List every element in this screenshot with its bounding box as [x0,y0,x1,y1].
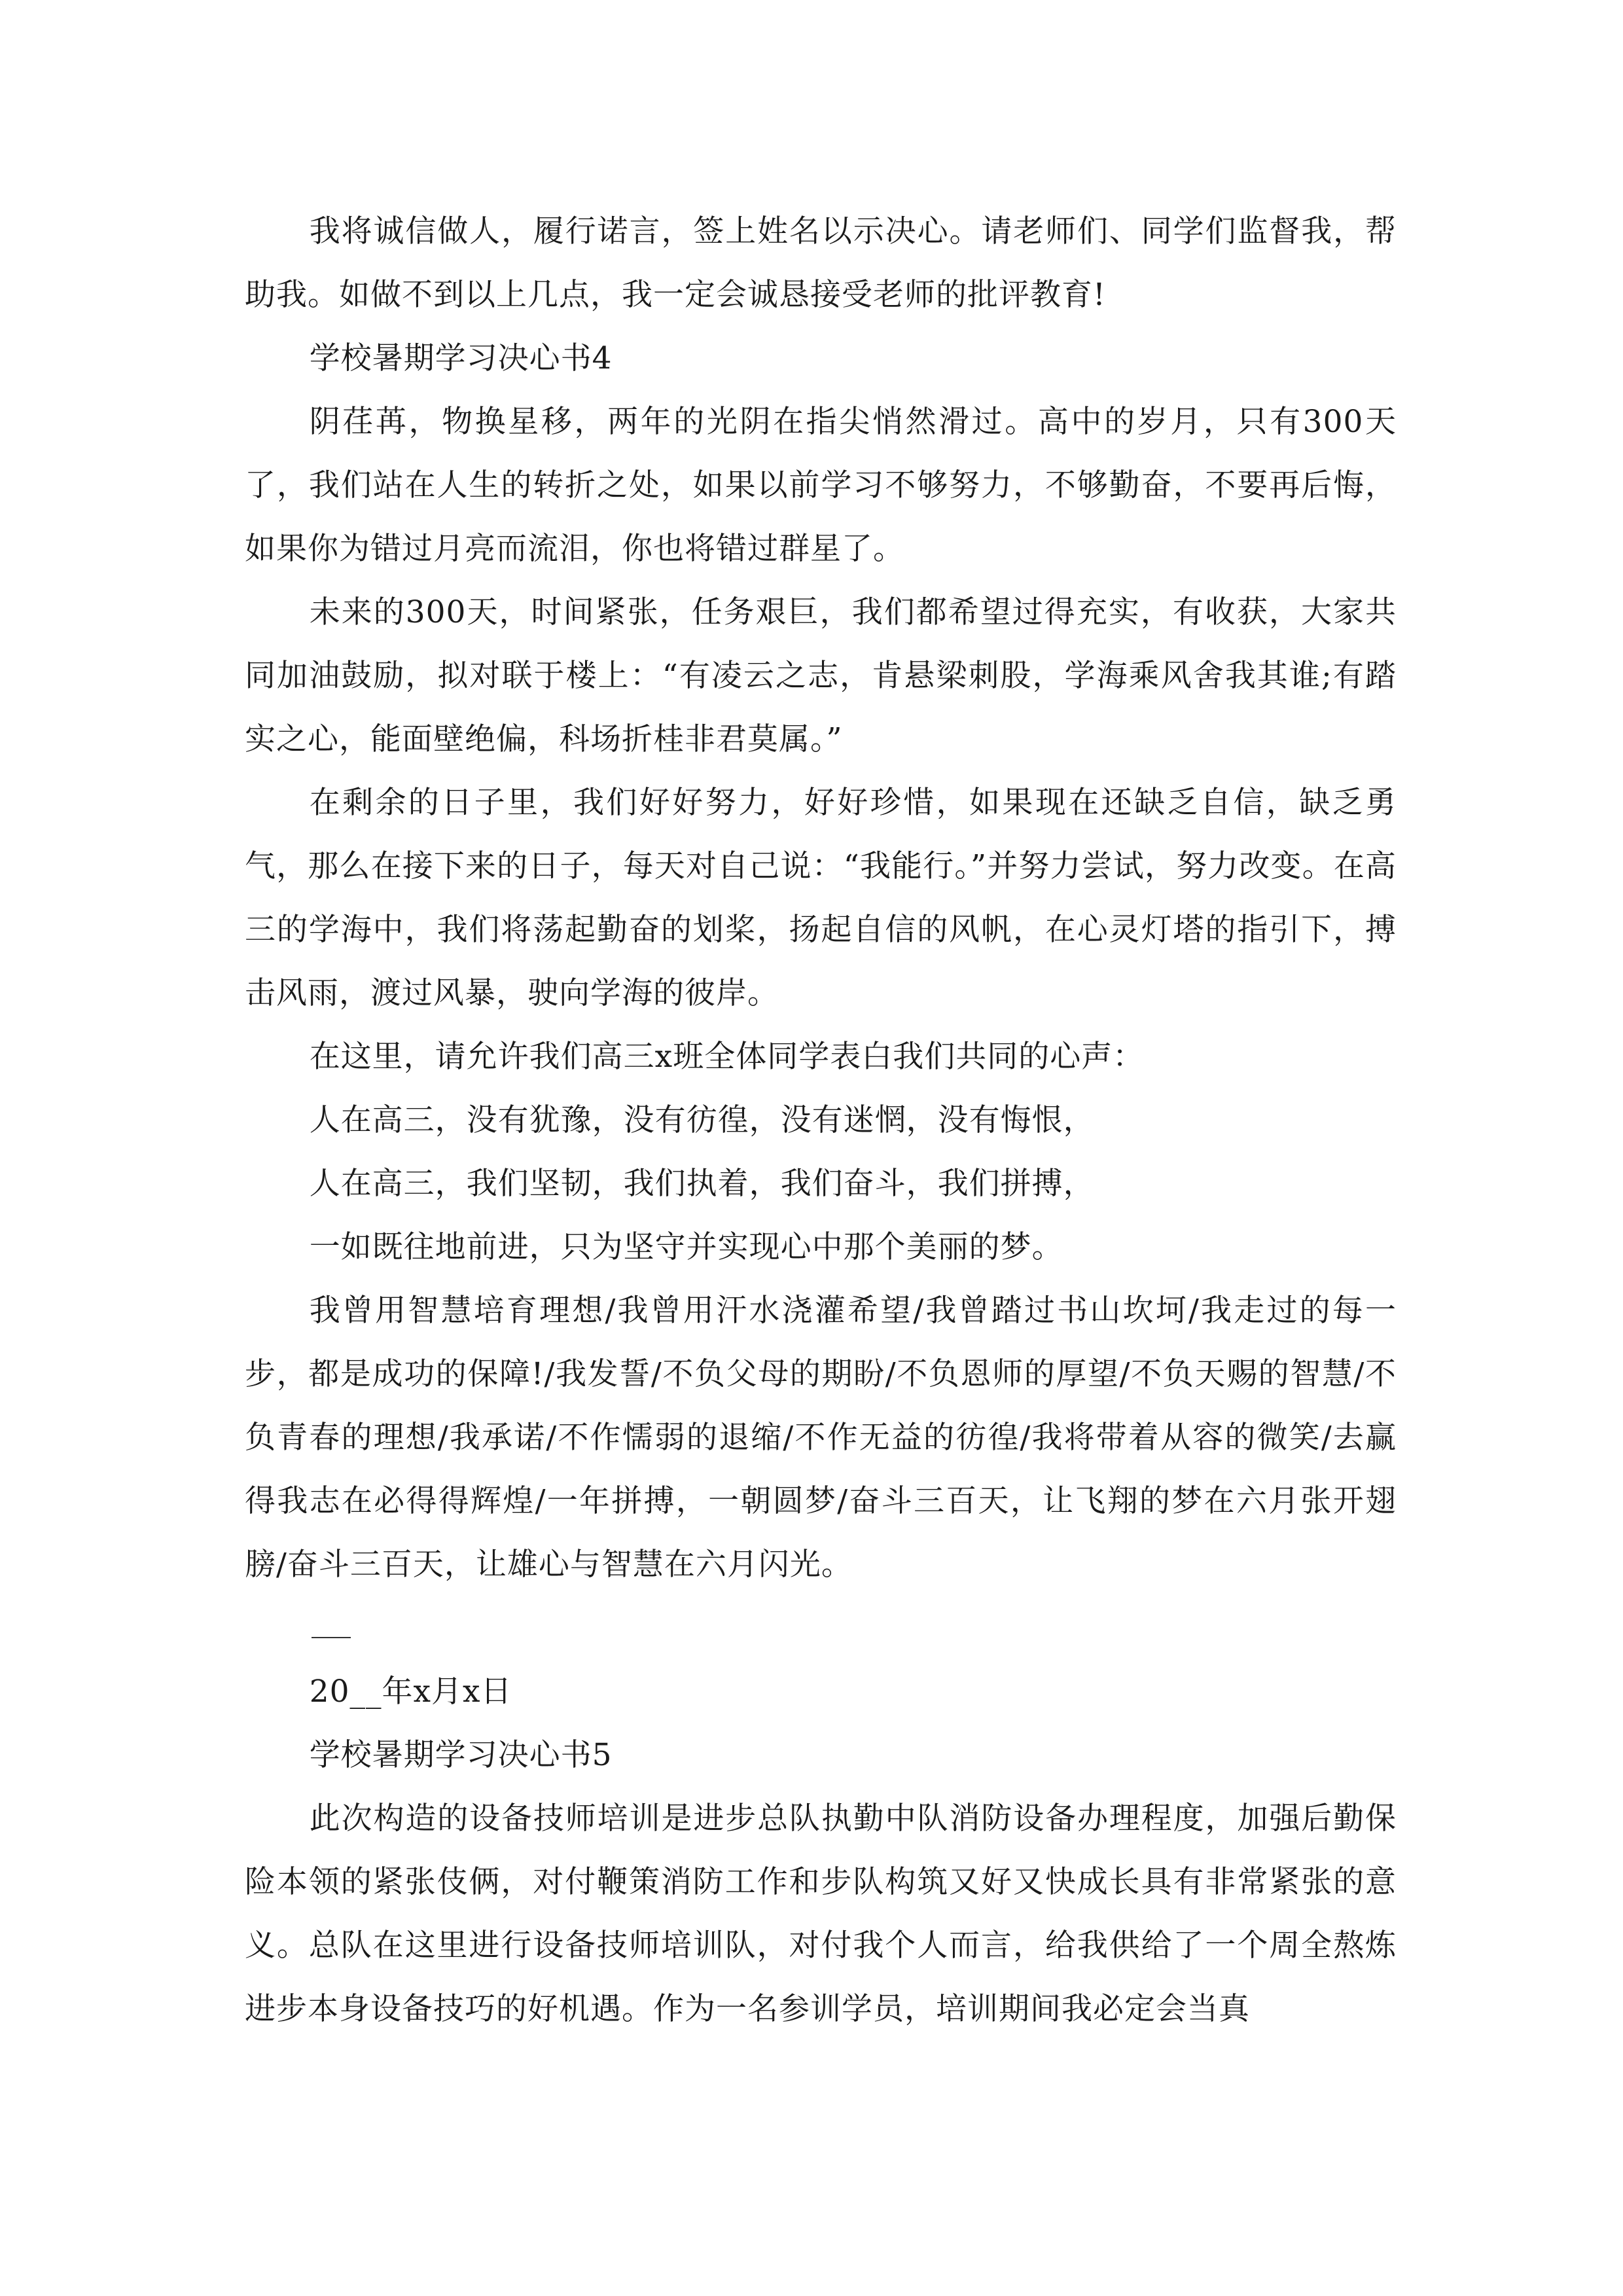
paragraph: 未来的300天，时间紧张，任务艰巨，我们都希望过得充实，有收获，大家共同加油鼓励，拟对联于楼上：“有凌云之志，肯悬梁刺股，学海乘风舍我其谁;有踏实之心，能面壁绝偏，科场折桂非君莫属。” [245,594,1397,757]
paragraph: 阴荏苒，物换星移，两年的光阴在指尖悄然滑过。高中的岁月，只有300天了，我们站在人生的转折之处，如果以前学习不够努力，不够勤奋，不要再后悔，如果你为错过月亮而流泪，你也将错过群星了。 [245,404,1397,567]
section-heading-4: 学校暑期学习决心书4 [309,340,613,376]
paragraph: 在这里，请允许我们高三x班全体同学表白我们共同的心声： [309,1039,1145,1075]
paragraph: 人在高三，没有犹豫，没有彷徨，没有迷惘，没有悔恨， [309,1102,1095,1138]
signature-line [245,1596,1397,1660]
paragraph: 此次构造的设备技师培训是进步总队执勤中队消防设备办理程度，加强后勤保险本领的紧张伎俩，对付鞭策消防工作和步队构筑又好又快成长具有非常紧张的意义。总队在这里进行设备技师培训队，对付我个人而言，给我供给了一个周全熬炼进步本身设备技巧的好机遇。作为一名参训学员，培训期间我必定会当真 [245,1801,1397,2027]
paragraph: 人在高三，我们坚韧，我们执着，我们奋斗，我们拼搏， [309,1166,1095,1202]
paragraph: 在剩余的日子里，我们好好努力，好好珍惜，如果现在还缺乏自信，缺乏勇气，那么在接下来的日子，每天对自己说：“我能行。”并努力尝试，努力改变。在高三的学海中，我们将荡起勤奋的划桨，扬起自信的风帆，在心灵灯塔的指引下，搏击风雨，渡过风暴，驶向学海的彼岸。 [245,785,1397,1011]
paragraph: 一如既往地前进，只为坚守并实现心中那个美丽的梦。 [309,1229,1063,1265]
paragraph: 我将诚信做人，履行诺言，签上姓名以示决心。请老师们、同学们监督我，帮助我。如做不到以上几点，我一定会诚恳接受老师的批评教育! [245,213,1397,313]
document-body [245,200,1397,2041]
paragraph: 我曾用智慧培育理想/我曾用汗水浇灌希望/我曾踏过书山坎坷/我走过的每一步，都是成功的保障!/我发誓/不负父母的期盼/不负恩师的厚望/不负天赐的智慧/不负青春的理想/我承诺/不作懦弱的退缩/不作无益的彷徨/我将带着从容的微笑/去赢得我志在必得得辉煌/一年拼搏，一朝圆梦/奋斗三百天，让飞翔的梦在六月张开翅膀/奋斗三百天，让雄心与智慧在六月闪光。 [245,1293,1397,1583]
signature-dash [312,1637,351,1638]
section-heading-5: 学校暑期学习决心书5 [309,1737,613,1773]
date-line: 20__年x月x日 [309,1674,512,1710]
